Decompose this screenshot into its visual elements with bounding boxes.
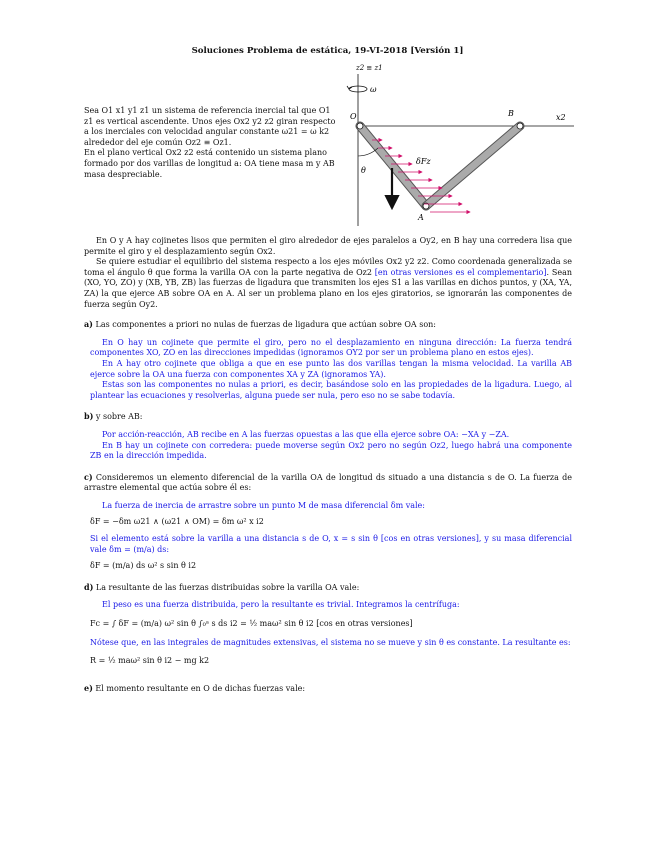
mechanism-figure	[330, 60, 575, 228]
x2-label: x2	[556, 113, 566, 122]
equation-dF-2: δF = (m/a) ds ω² s sin θ i2	[90, 561, 197, 571]
dF-label: δFz	[416, 157, 431, 166]
point-B-label: B	[508, 109, 514, 118]
answer-b: Por acción-reacción, AB recibe en A las fuerzas opuestas a las que ella ejerce sobre OA: −XA y −ZA. En B hay un cojinete con corredera: puede moverse según Ox2 pero no según Oz2, luego habrá una componente ZB en la dirección impedida.	[90, 429, 572, 461]
question-e: e) El momento resultante en O de dichas fuerzas vale:	[84, 682, 306, 693]
joint-B	[517, 123, 523, 129]
question-a: a) Las componentes a priori no nulas de fuerzas de ligadura que actúan sobre OA son:	[84, 319, 436, 330]
joint-O	[357, 123, 363, 129]
theta-label: θ	[361, 166, 366, 175]
question-b: b) y sobre AB:	[84, 411, 143, 422]
main-text	[84, 236, 572, 694]
answer-a: En O hay un cojinete que permite el giro, pero no el desplazamiento en ninguna dirección: La fuerza tendrá componentes XO, ZO en las direcciones impedidas (ignoramos OY2 por ser un problema plano en estos ejes). En A hay otro cojinete que obliga a que en ese punto las dos varillas tengan la misma velocidad. La varilla AB ejerce sobre la OA una fuerza con componentes XA y ZA (ignoramos YA). Estas son las componentes no nulas a priori, es decir, basándose solo en las propiedades de la ligadura. Luego, al plantear las ecuaciones y resolverlas, alguna puede ser nula, pero eso no se sabe todavía.	[90, 337, 572, 400]
page-title: Soluciones Problema de estática, 19-VI-2018 [Versión 1]	[191, 46, 464, 56]
omega-label: ω	[370, 85, 377, 94]
answer-c: La fuerza de inercia de arrastre sobre un punto M de masa diferencial δm vale: δF = −δm ω21 ∧ (ω21 ∧ OM) = δm ω² x i2 Si el elemento está sobre la varilla a una distancia s de O, x = s sin θ [cos en otras versiones], y su masa diferencial vale δm = (m/a) ds: δF = (m/a) ds ω² s sin θ i2	[90, 500, 572, 571]
paragraph-supports: En O y A hay cojinetes lisos que permiten el giro alrededor de ejes paralelos a Oy2, en B hay una corredera lisa que permite el giro y el desplazamiento según Ox2.	[84, 236, 572, 256]
intro-paragraph-2: En el plano vertical Ox2 z2 está contenido un sistema plano formado por dos varillas de longitud a: OA tiene masa m y AB masa despreciable.	[84, 148, 335, 179]
intro-text	[84, 106, 342, 180]
equation-dF-1: δF = −δm ω21 ∧ (ω21 ∧ OM) = δm ω² x i2	[90, 517, 264, 527]
equation-Fc: Fc = ∫ δF = (m/a) ω² sin θ ∫₀ᵃ s ds i2 = ½ maω² sin θ i2 [cos en otras versiones]	[90, 619, 413, 629]
point-A-label: A	[418, 213, 424, 222]
intro-paragraph-1: Sea O1 x1 y1 z1 un sistema de referencia inercial tal que O1 z1 es vertical ascendente. Unos ejes Ox2 y2 z2 giran respecto a los inerciales con velocidad angular constante ω21 = ω k2 alrededor del eje común Oz2 ≡ Oz1.	[84, 106, 336, 147]
point-O-label: O	[350, 112, 357, 121]
answer-d: El peso es una fuerza distribuida, pero la resultante es trivial. Integramos la centrífuga: Fc = ∫ δF = (m/a) ω² sin θ ∫₀ᵃ s ds i2 = ½ maω² sin θ i2 [cos en otras versiones] Nótese que, en las integrales de magnitudes extensivas, el sistema no se mueve y sin θ es constante. La resultante es: R = ½ maω² sin θ i2 − mg k2	[90, 600, 571, 666]
question-c: c) Consideremos un elemento diferencial de la varilla OA de longitud ds situado a una distancia s de O. La fuerza de arrastre elemental que actúa sobre él es:	[84, 471, 572, 493]
question-d: d) La resultante de las fuerzas distribuidas sobre la varilla OA vale:	[84, 581, 360, 592]
z2-axis-label: z2 ≡ z1	[356, 64, 383, 72]
equation-R: R = ½ maω² sin θ i2 − mg k2	[90, 656, 210, 666]
paragraph-coordinates: Se quiere estudiar el equilibrio del sistema respecto a los ejes móviles Ox2 y2 z2. Como coordenada generalizada se toma el ángulo θ que forma la varilla OA con la parte negativa de Oz2 [en otras versiones es el complementario]. Sean (XO, YO, ZO) y (XB, YB, ZB) las fuerzas de ligadura que transmiten los ejes S1 a las varillas en dichos puntos, y (XA, YA, ZA) la que ejerce AB sobre OA en A. Al ser un problema plano en los ejes giratorios, se ignorarán las componentes de fuerza según Oy2.	[84, 257, 572, 309]
